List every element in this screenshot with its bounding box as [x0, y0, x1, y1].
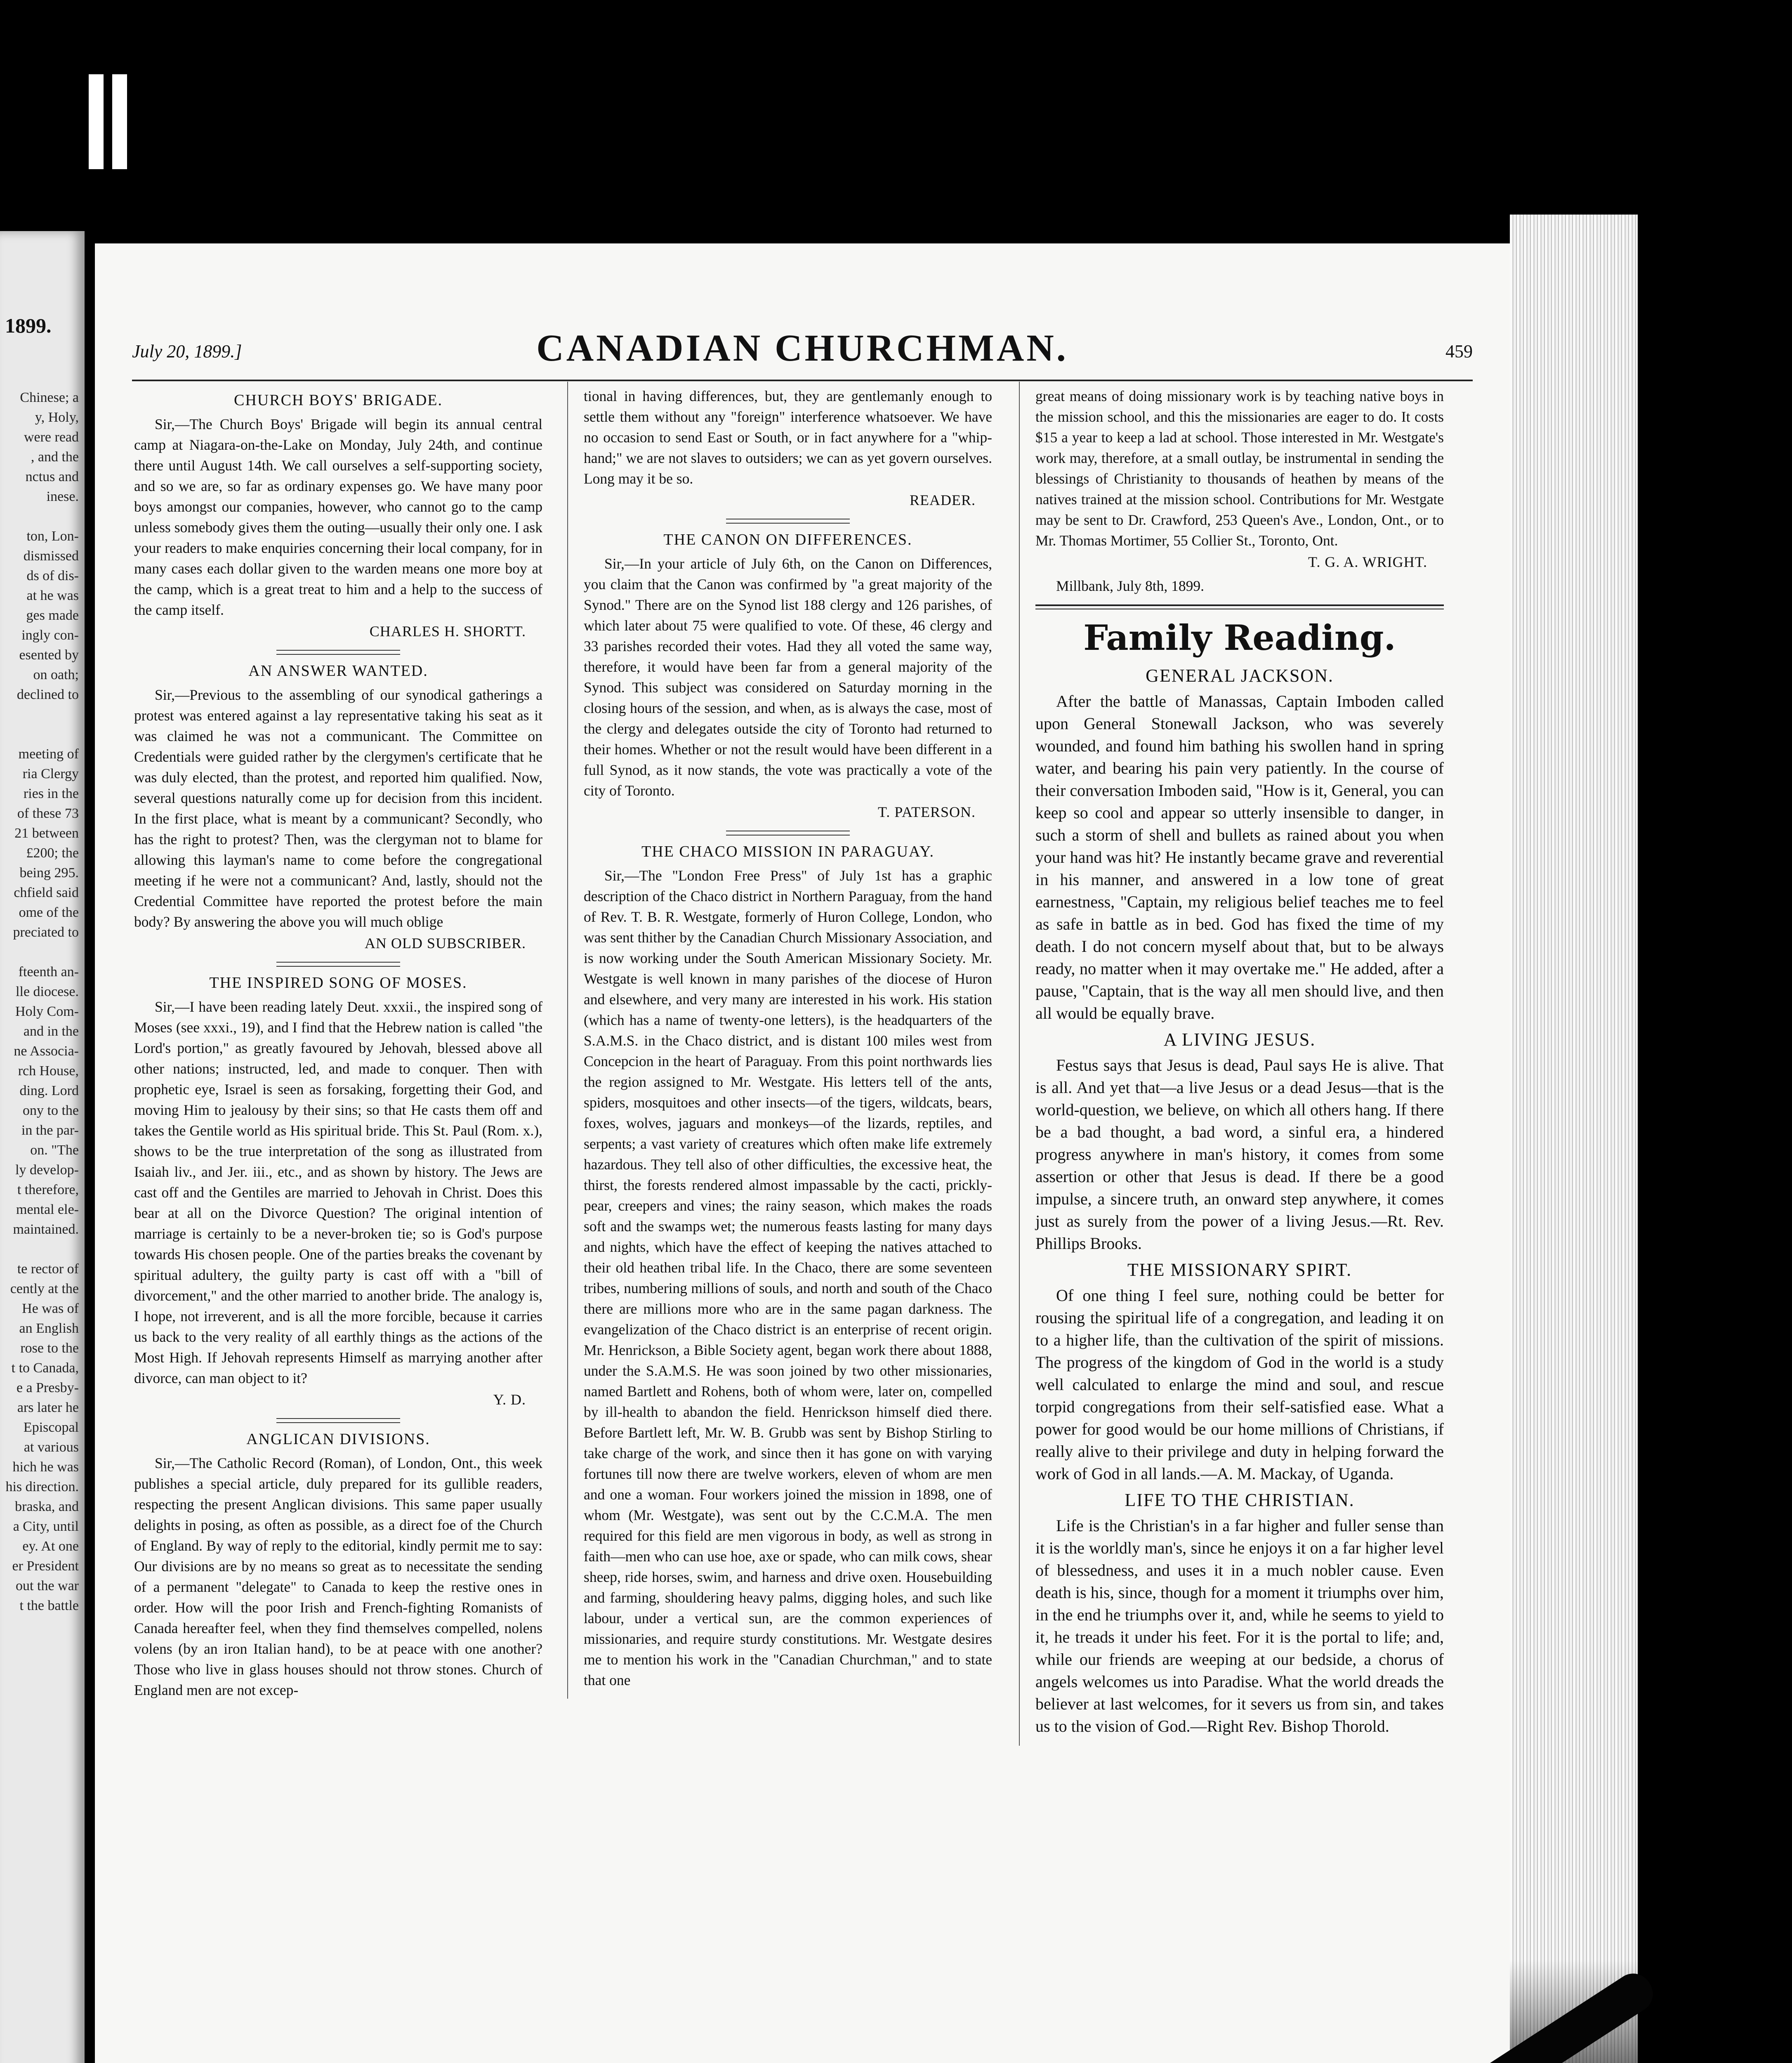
chaco-body: Sir,—The "London Free Press" of July 1st has a graphic description of the Chaco district in Northern Paraguay, from the hand of Rev. T. B. R. Westgate, formerly of Huron College, London, who was sent thither by the Canadian Church Missionary Association, and is now working under the South American Missionary Society. Mr. Westgate is well known in many parishes of the diocese of Huron and elsewhere, and very many are interested in his work. His station (which has a name of twenty-one letters), is the headquarters of the S.A.M.S. in the Chaco district, and is distant 100 miles west from Concepcion in the heart of Paraguay. From this point northwards lies the region assigned to Mr. Westgate. His letters tell of the ants, spiders, mosquitoes and other insects—of the tigers, wildcats, bears, foxes, wolves, jaguars and monkeys—of the lizards, reptiles, and serpents; a vast variety of creatures which often make life extremely hazardous. They tell also of other difficulties, the excessive heat, the thirst, the forests rendered almost impassable by the cacti, prickly-pear, creepers and vines; the rainy season, which makes the roads soft and the swamps wet; the numerous feasts lasting for many days and nights, which have the effect of keeping the natives attached to their old heathen tribal life. In the Chaco, there are some seventeen tribes, numbering millions of souls, and north and south of the Chaco there are millions more who are in the same pagan darkness. The evangelization of the Chaco district is an enterprise of recent origin. Mr. Henrickson, a Bible Society agent, began work there about 1888, under the S.A.M.S. He was soon joined by two other missionaries, named Bartlett and Rohens, both of whom were, later on, compelled by ill-health to abandon the field. Henrickson himself died there. Before Bartlett left, Mr. W. B. Grubb was sent by Bishop Stirling to take charge of the work, and since then it has gone on with varying fortunes till now there are twelve workers, eleven of whom are men and one a woman. Four workers joined the mission in 1898, one of whom (Mr. Westgate), was sent out by the C.C.M.A. The men required for this field are men vigorous in body, as well as strong in faith—men who can use hoe, axe or spade, who can milk cows, shear sheep, ride horses, swim, and harness and drive oxen. Housebuilding and farming, shouldering heavy palms, digging holes, and such like labour, under a vertical sun, are the common experiences of missionaries, and require sturdy constitutions. Mr. Westgate desires me to mention his work in the "Canadian Churchman," and to state that one	[584, 867, 992, 1688]
divisions-continuation: tional in having differences, but, they are gentlemanly enough to settle them without any "foreign" interference whatsoever. We have no occasion to send East or South, or in fact anywhere for a "whip-hand;" we are not slaves to outsiders; we can as yet govern ourselves. Long may it be so.	[584, 388, 992, 487]
newspaper-page	[95, 243, 1510, 2063]
chaco-place-date: Millbank, July 8th, 1899.	[1056, 578, 1204, 594]
film-mark-top-a	[89, 74, 104, 169]
family-reading-rule	[1035, 604, 1444, 609]
missionary-spirit-body: Of one thing I feel sure, nothing could be better for rousing the spiritual life of a congregation, and leading it on to a higher life, than the cultivation of the spirit of missions. The progress of the kingdom of God in the world is a study well calculated to enlarge the mind and soul, and rescue torpid congregations from their self-satisfied ease. What a power for good would be our home millions of Christians, if really alive to their privilege and duty in helping forward the work of God in all lands.—A. M. Mackay, of Uganda.	[1035, 1286, 1444, 1483]
left-page-strip	[0, 231, 85, 2063]
page-edge	[1510, 215, 1638, 2063]
inspired-song-signature: Y. D.	[493, 1391, 526, 1408]
missionary-spirit-heading: THE MISSIONARY SPIRT.	[1127, 1260, 1352, 1280]
section-divider	[276, 962, 400, 967]
film-mark-top-b	[112, 74, 127, 169]
life-christian-heading: LIFE TO THE CHRISTIAN.	[1125, 1490, 1355, 1510]
life-christian-body: Life is the Christian's in a far higher and fuller sense than it is the worldly man's, since he enjoys it on a far higher level of blessedness, and uses it in a much nobler cause. Even death is his, since, though for a moment it triumphs over him, in the end he triumphs over it, and, while he seems to yield to it, he treads it under his feet. For it is the portal to life; and, while our friends are weeping at our bedside, a chorus of angels welcomes us into Paradise. What the world dreads the believer at last welcomes, for it severs us from sin, and takes us to the vision of God.—Right Rev. Bishop Thorold.	[1035, 1516, 1444, 1735]
masthead-title: CANADIAN CHURCHMAN.	[536, 327, 1068, 369]
jackson-body: After the battle of Manassas, Captain Imboden called upon General Stonewall Jackson, who was severely wounded, and found him bathing his swollen hand in spring water, and bearing his pain very patiently. In the course of their conversation Imboden said, "How is it, General, you can keep so cool and appear so utterly insensible to danger, in such a storm of shell and bullets as rained about you when your hand was hit? He instantly became grave and reverential in his manner, and answered in a low tone of great earnestness, "Captain, my religious belief teaches me to feel as safe in battle as in bed. God has fixed the time of my death. I do not concern myself about that, but to be always ready, no matter when it may overtake me." He added, after a pause, "Captain, that is the way all men should live, and then all would be equally brave.	[1035, 692, 1444, 1022]
section-divider	[276, 1418, 400, 1423]
answer-wanted-heading: AN ANSWER WANTED.	[248, 662, 428, 680]
section-divider	[726, 519, 850, 524]
chaco-signature: T. G. A. WRIGHT.	[1308, 554, 1427, 570]
boys-brigade-body: Sir,—The Church Boys' Brigade will begin its annual central camp at Niagara-on-the-Lake on Monday, July 24th, and continue there until August 14th. We call ourselves a self-supporting society, and so we are, so far as ordinary expenses go. We have many poor boys amongst our companies, however, who cannot go to the camp unless somebody gives them the outing—usually their only one. I ask your readers to make enquiries concerning their local company, for in many cases each dollar given to the warden means one more boy at the camp, which is a great treat to him and a help to the success of the camp itself.	[134, 416, 542, 618]
family-reading-section	[1035, 665, 1444, 1737]
family-reading-banner: Family Reading.	[1083, 617, 1396, 658]
section-divider	[276, 650, 400, 655]
divisions-signature: READER.	[910, 492, 976, 508]
chaco-continuation: great means of doing missionary work is by teaching native boys in the mission school, and this the missionaries are eager to do. It costs $15 a year to keep a lad at school. Those interested in Mr. Westgate's work may, therefore, at a small outlay, be instrumental in sending the blessings of Christianity to thousands of heathen by means of the natives trained at the mission school. Contributions for Mr. Westgate may be sent to Dr. Crawford, 253 Queen's Ave., London, Ont., or to Mr. Thomas Mortimer, 55 Collier St., Toronto, Ont.	[1035, 388, 1444, 549]
boys-brigade-signature: CHARLES H. SHORTT.	[369, 623, 526, 640]
header-rule	[132, 380, 1473, 381]
living-jesus-heading: A LIVING JESUS.	[1163, 1029, 1316, 1050]
issue-date: July 20, 1899.]	[132, 341, 242, 361]
inspired-song-heading: THE INSPIRED SONG OF MOSES.	[209, 974, 467, 991]
inspired-song-body: Sir,—I have been reading lately Deut. xxxii., the inspired song of Moses (see xxxi., 19), and I find that the Hebrew nation is called "the Lord's portion," as greatly favoured by Jehovah, blessed above all other nations; instructed, led, and made to conquer. Then with prophetic eye, Israel is seen as forsaking, forgetting their God, and moving Him to jealousy by their sins; so that He casts them off and takes the Gentile world as His spiritual bride. This St. Paul (Rom. x.), shows to be the true interpretation of the song as illustrated from Isaiah liv., and Jer. iii., etc., and as shown by history. The Jews are cast off and the Gentiles are married to Jehovah in Christ. Does this bear at all on the Divorce Question? The original intention of marriage is certainly to be a never-broken tie; so is God's purpose towards His chosen people. One of the parties breaks the covenant by spiritual adultery, the guilty party is cast off with a "bill of divorcement," and the other married to another bride. The analogy is, I hope, not irreverent, and is all the more forcible, because it carries us back to the very reality of all earthly things as the actions of the Most High. If Jehovah represents Himself as marrying another after divorce, can man object to it?	[134, 998, 542, 1386]
chaco-heading: THE CHACO MISSION IN PARAGUAY.	[641, 843, 934, 860]
column-1	[134, 386, 542, 1700]
canon-heading: THE CANON ON DIFFERENCES.	[663, 531, 913, 548]
anglican-divisions-body: Sir,—The Catholic Record (Roman), of London, Ont., this week publishes a special article, duly prepared for its gullible readers, respecting the present Anglican divisions. This same paper usually delights in posing, as often as possible, as a direct foe of the Church of England. By way of reply to the editorial, kindly permit me to say: Our divisions are by no means so great as to necessitate the sending of a permanent "delegate" to Canada to keep the restive ones in order. How will the poor Irish and French-fighting Romanists of Canada hereafter feel, when they find themselves compelled, nolens volens (by an iron Italian hand), to be at peace with one another? Those who live in glass houses should not throw stones. Church of England men are not excep-	[134, 1455, 542, 1698]
answer-wanted-body: Sir,—Previous to the assembling of our synodical gatherings a protest was entered against a lay representative taking his seat as it was claimed he was not a communicant. The Committee on Credentials were guided rather by the clergymen's certificate that he was duly elected, than the protest, and reported him qualified. Now, several questions naturally come up for decision from this incident. In the first place, what is meant by a communicant? Secondly, who has the right to protest? Then, was the clergyman not to blame for allowing this layman's name to come before the congregational meeting if he were not a communicant? And, lastly, should not the Credential Committee have reported the protest before the main body? By answering the above you will much oblige	[134, 687, 542, 930]
column-2	[584, 386, 992, 1690]
canon-body: Sir,—In your article of July 6th, on the Canon on Differences, you claim that the Canon was confirmed by "a great majority of the Synod." There are on the Synod list 188 clergy and 126 parishes, of which later about 75 were qualified to vote. Of these, 46 clergy and 33 parishes recorded their votes. Had they all voted the same way, therefore, it would have been far from a general majority of the Synod. This subject was considered on Saturday morning in the closing hours of the session, and when, as is always the case, most of the clergy and delegates outside the city of Toronto had returned to their homes. Whether or not the result would have been different in a full Synod, as it now stands, the vote was practically a vote of the city of Toronto.	[584, 555, 992, 799]
left-page-year: 1899.	[5, 314, 52, 337]
page-header	[132, 326, 1473, 375]
boys-brigade-heading: CHURCH BOYS' BRIGADE.	[234, 392, 443, 409]
anglican-divisions-heading: ANGLICAN DIVISIONS.	[246, 1430, 430, 1448]
left-page-text: Chinese; a y, Holy, were read , and the nctus and inese. ton, Lon- dismissed ds of dis- at he was ges made ingly con- esented by on oath; declined to meeting of ria Clergy ries in the of these 73 21 between £200; the being 295. chfield said ome of the preciated to fteenth an- lle diocese. Holy Com- and in the ne Associa- rch House, ding. Lord ony to the in the par- on. "The ly develop- t therefore, mental ele- maintained. te rector of cently at the He was of an English rose to the t to Canada, e a Presby- ars later he Episcopal at various hich he was his direction. braska, and a City, until ey. At one er President out the war t the battle	[5, 390, 79, 1613]
living-jesus-body: Festus says that Jesus is dead, Paul says He is alive. That is all. And yet that—a live Jesus or a dead Jesus—that is the world-question, we believe, on which all others hang. If there be a bad thought, a bad word, a sinful era, a hindered progress anywhere in man's history, it comes from some assertion or other that Jesus is dead. If there be a good impulse, a sincere truth, an onward step anywhere, it comes just as surely from the power of a living Jesus.—Rt. Rev. Phillips Brooks.	[1035, 1056, 1444, 1253]
jackson-heading: GENERAL JACKSON.	[1146, 666, 1334, 686]
column-3	[1035, 386, 1444, 1737]
section-divider	[726, 831, 850, 836]
page-number: 459	[1445, 341, 1473, 361]
answer-wanted-signature: AN OLD SUBSCRIBER.	[364, 935, 526, 951]
canon-signature: T. PATERSON.	[877, 804, 976, 820]
